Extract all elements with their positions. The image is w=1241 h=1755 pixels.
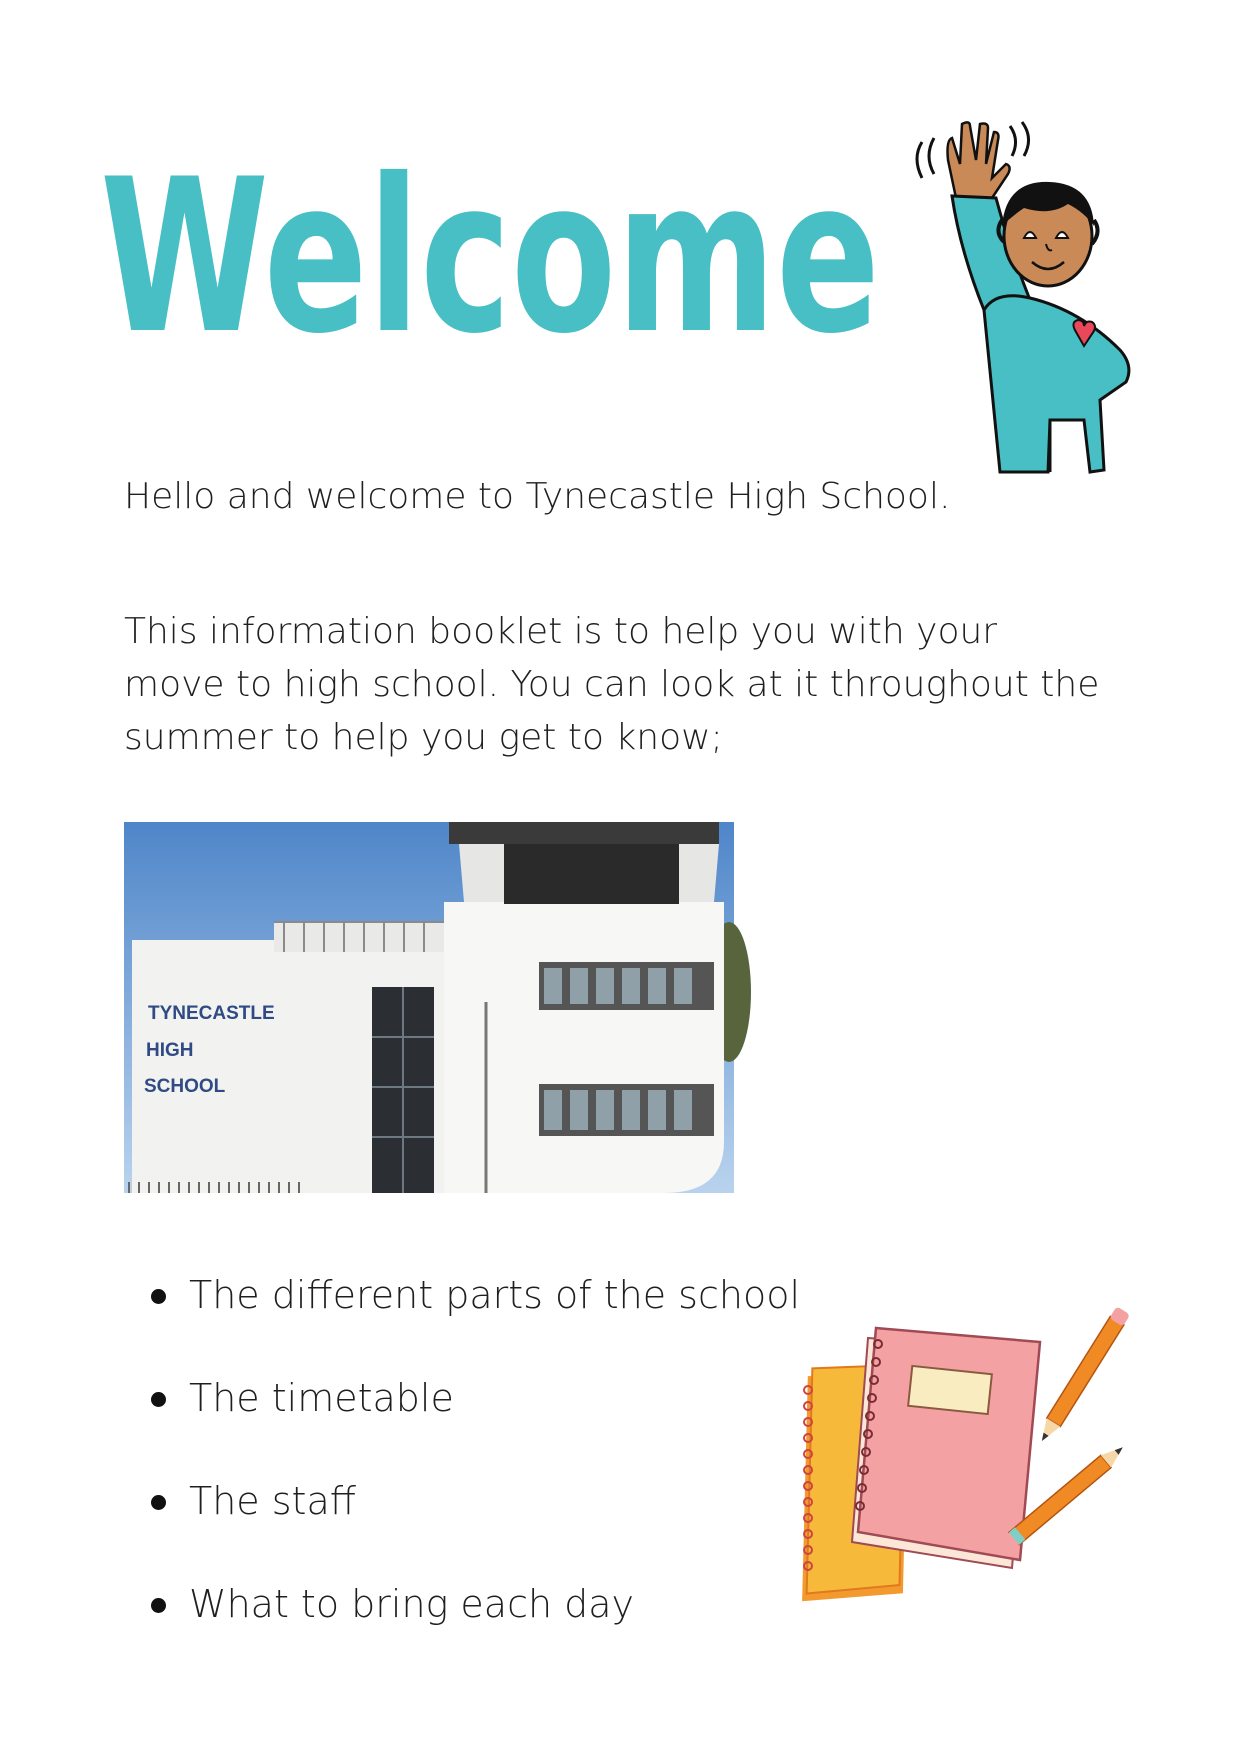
description-text: This information booklet is to help you with your move to high school. You can look at it throughout the summer to help you get to know; — [124, 611, 1100, 758]
list-item-text: The timetable — [189, 1376, 454, 1420]
list-item — [124, 1579, 800, 1682]
welcome-title-text: Welcome — [100, 133, 880, 380]
bullet-icon — [151, 1495, 166, 1510]
bullet-icon — [151, 1289, 166, 1304]
list-item — [124, 1373, 800, 1476]
sign-line-3: SCHOOL — [144, 1076, 226, 1097]
list-item-text: The different parts of the school — [189, 1273, 801, 1317]
waving-person-icon — [900, 120, 1160, 480]
page-title — [100, 100, 900, 380]
school-building-photo — [124, 822, 734, 1193]
welcome-title-graphic — [100, 100, 900, 380]
list-item-text: The staff — [189, 1479, 356, 1523]
list-item-text: What to bring each day — [189, 1582, 635, 1626]
bullet-icon — [151, 1392, 166, 1407]
list-item — [124, 1476, 800, 1579]
bullet-icon — [151, 1598, 166, 1613]
sign-line-1: TYNECASTLE — [148, 1003, 275, 1024]
list-item — [124, 1270, 800, 1373]
topics-list — [124, 1270, 800, 1682]
greeting-text: Hello and welcome to Tynecastle High School. — [124, 476, 951, 517]
sign-line-2: HIGH — [146, 1040, 194, 1061]
notebooks-and-pencils-icon — [780, 1310, 1140, 1620]
